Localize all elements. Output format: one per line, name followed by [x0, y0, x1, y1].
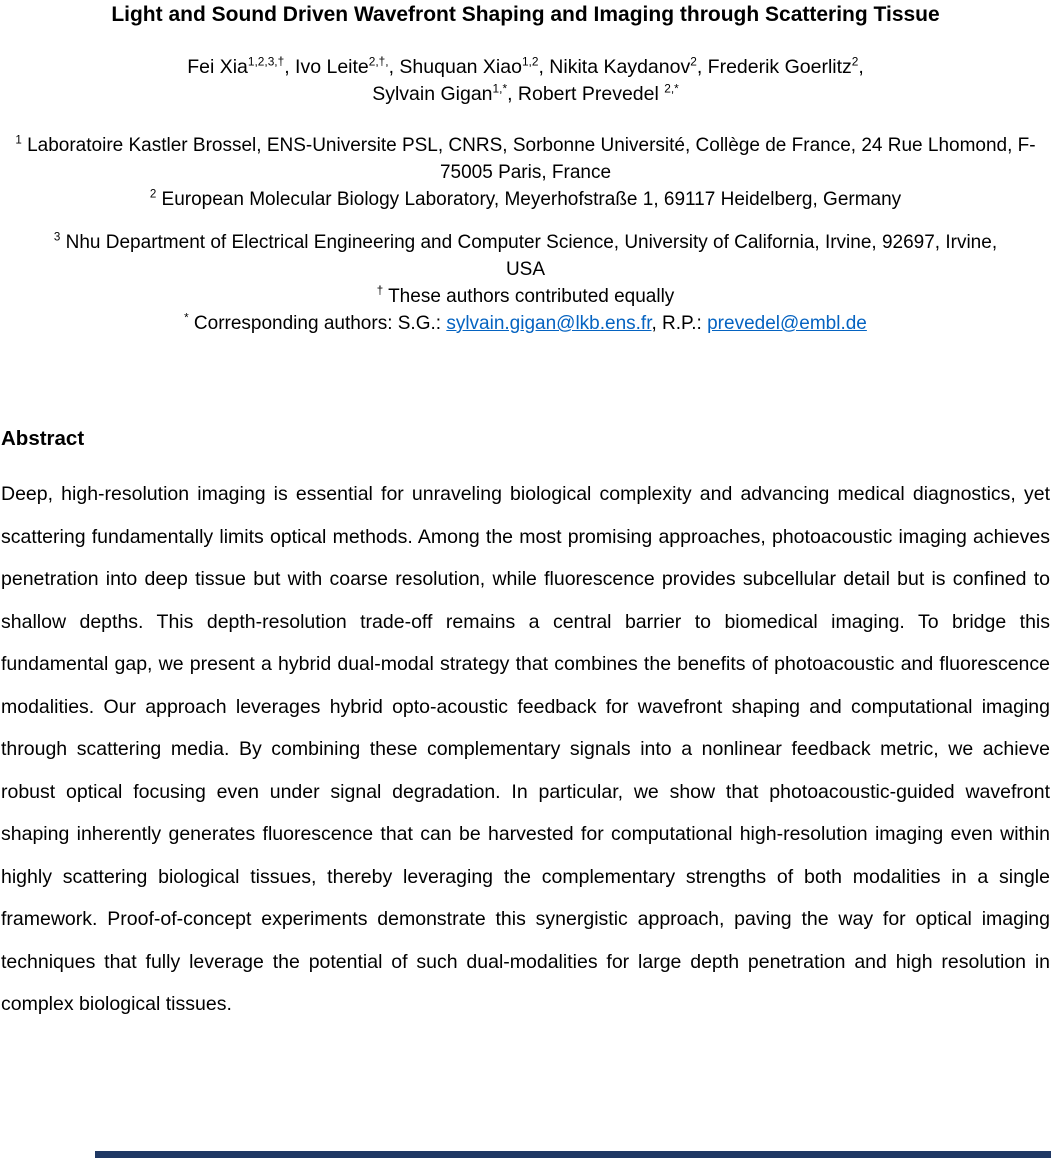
author-name: , Ivo Leite: [284, 56, 369, 78]
author-superscript: 2,†,: [368, 54, 389, 69]
corresponding-authors-line: [1, 310, 1050, 337]
author-name: , Shuquan Xiao: [388, 56, 522, 78]
author-name: , Frederik Goerlitz: [696, 56, 852, 78]
asterisk-marker: *: [184, 312, 189, 325]
email-link-prevedel[interactable]: prevedel@embl.de: [707, 313, 867, 334]
affiliation-2-marker: 2: [149, 188, 157, 201]
dagger-marker: †: [376, 285, 384, 298]
author-name: ,: [858, 56, 864, 78]
author-superscript: 2,*: [664, 81, 679, 96]
author-superscript: 1,2,3,†: [247, 54, 285, 69]
abstract-heading: Abstract: [1, 427, 85, 450]
author-name: , Robert Prevedel: [507, 83, 665, 105]
abstract-body: Deep, high-resolution imaging is essential for unraveling biological complexity and advancing medical diagnostics, yet scattering fundamentally limits optical methods. Among the most promising approaches, photoacoustic imaging achieves penetration into deep tissue but with coarse resolution, while fluorescence provides subcellular detail but is confined to shallow depths. This depth-resolution trade-off remains a central barrier to biomedical imaging. To bridge this fundamental gap, we present a hybrid dual-modal strategy that combines the benefits of photoacoustic and fluorescence modalities. Our approach leverages hybrid opto-acoustic feedback for wavefront shaping and computational imaging through scattering media. By combining these complementary signals into a nonlinear feedback metric, we achieve robust optical focusing even under signal degradation. In particular, we show that photoacoustic-guided wavefront shaping inherently generates fluorescence that can be harvested for computational high-resolution imaging even within highly scattering biological tissues, thereby leveraging the complementary strengths of both modalities in a single framework. Proof-of-concept experiments demonstrate this synergistic approach, paving the way for optical imaging techniques that fully leverage the potential of such dual-modalities for large depth penetration and high resolution in complex biological tissues.: [1, 483, 1050, 1015]
affiliation-1-marker: 1: [15, 134, 22, 147]
author-list: [1, 54, 1050, 108]
affiliations-secondary: [1, 229, 1050, 337]
affiliation-3-text: Nhu Department of Electrical Engineering and Computer Science, University of California, Irvine, 92697, Irvine, USA: [60, 232, 998, 280]
author-line-2: [1, 81, 1050, 108]
corresponding-middle: , R.P.:: [651, 313, 708, 334]
author-name: , Nikita Kaydanov: [538, 56, 691, 78]
paper-title: Light and Sound Driven Wavefront Shaping and Imaging through Scattering Tissue: [111, 3, 940, 26]
bottom-figure-strip: [95, 1151, 1051, 1158]
author-superscript: 2: [690, 54, 697, 69]
affiliation-2-text: European Molecular Biology Laboratory, Meyerhofstraße 1, 69117 Heidelberg, Germany: [156, 189, 902, 210]
author-superscript: 2: [851, 54, 859, 69]
affiliation-1: [1, 132, 1050, 186]
email-link-gigan[interactable]: sylvain.gigan@lkb.ens.fr: [446, 313, 652, 334]
author-superscript: 1,2: [521, 54, 539, 69]
affiliation-2: [1, 186, 1050, 213]
affiliation-3-marker: 3: [53, 231, 61, 244]
affiliation-1-text: Laboratoire Kastler Brossel, ENS-Universite PSL, CNRS, Sorbonne Université, Collège de France, 24 Rue Lhomond, F-75005 Paris, France: [21, 135, 1036, 183]
corresponding-prefix: Corresponding authors: S.G.:: [188, 313, 447, 334]
author-superscript: 1,*: [492, 81, 508, 96]
affiliation-3: [36, 229, 1016, 283]
author-name: Fei Xia: [187, 56, 248, 78]
author-line-1: [1, 54, 1050, 81]
author-name: Sylvain Gigan: [372, 83, 493, 105]
affiliations-primary: [1, 132, 1050, 213]
equal-contribution-note: [1, 283, 1050, 310]
equal-contribution-text: These authors contributed equally: [383, 286, 675, 307]
